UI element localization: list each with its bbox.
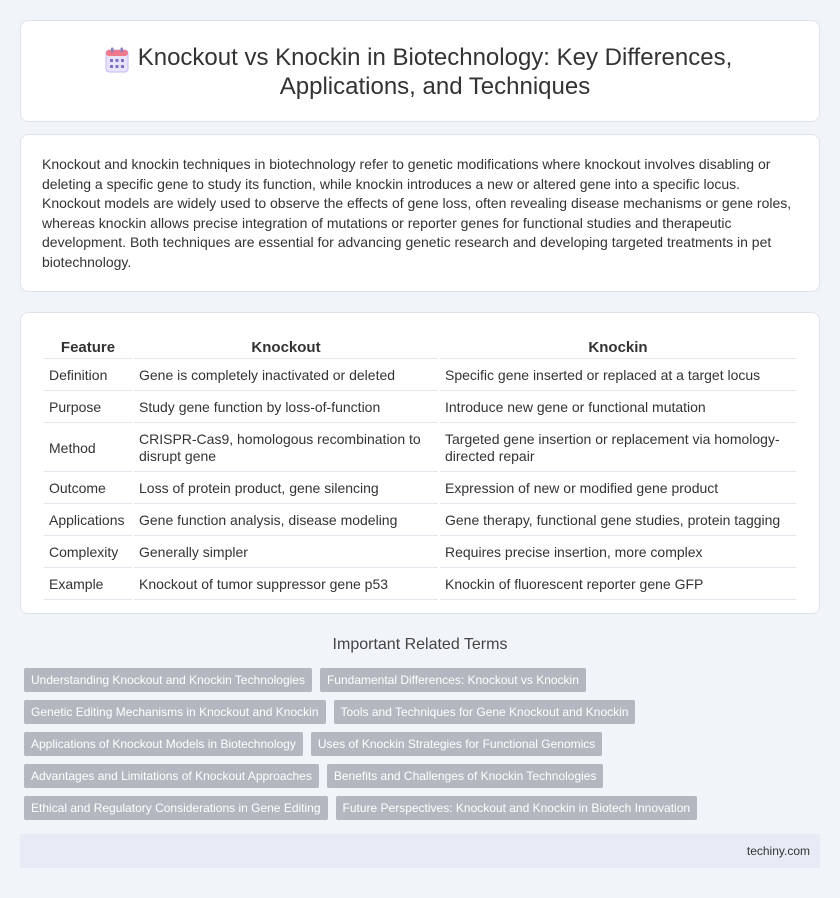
cell-knockin: Gene therapy, functional gene studies, protein tagging: [440, 506, 796, 536]
table-row: [44, 506, 796, 536]
tag-row: [24, 732, 814, 756]
cell-knockout: CRISPR-Cas9, homologous recombination to disrupt gene: [134, 425, 438, 472]
intro-paragraph: Knockout and knockin techniques in biotechnology refer to genetic modifications where knockout involves disabling or deleting a specific gene to study its function, while knockin introduces a new or altered gene into a specific locus. Knockout models are widely used to observe the effects of gene loss, often revealing disease mechanisms or gene roles, whereas knockin allows precise integration of mutations or reporter genes for functional studies and therapeutic development. Both techniques are essential for advancing genetic research and developing targeted treatments in pet biotechnology.: [42, 156, 792, 270]
cell-knockout: Gene is completely inactivated or deleted: [134, 361, 438, 391]
related-term-tag[interactable]: Understanding Knockout and Knockin Technologies: [24, 668, 312, 692]
cell-knockout: Generally simpler: [134, 538, 438, 568]
footer: [20, 834, 820, 868]
cell-knockout: Gene function analysis, disease modeling: [134, 506, 438, 536]
cell-knockin: Specific gene inserted or replaced at a target locus: [440, 361, 796, 391]
cell-feature: Applications: [44, 506, 132, 536]
related-term-tag[interactable]: Genetic Editing Mechanisms in Knockout and Knockin: [24, 700, 326, 724]
related-term-tag[interactable]: Uses of Knockin Strategies for Functional Genomics: [311, 732, 602, 756]
calendar-icon: [105, 47, 129, 73]
cell-knockin: Requires precise insertion, more complex: [440, 538, 796, 568]
cell-feature: Outcome: [44, 474, 132, 504]
header-knockout: Knockout: [134, 335, 438, 359]
cell-feature: Purpose: [44, 393, 132, 423]
tag-row: [24, 764, 814, 788]
cell-knockin: Introduce new gene or functional mutation: [440, 393, 796, 423]
intro-card: [20, 134, 820, 292]
cell-knockin: Expression of new or modified gene product: [440, 474, 796, 504]
table-row: [44, 570, 796, 600]
site-link[interactable]: techiny.com: [746, 844, 810, 858]
related-term-tag[interactable]: Applications of Knockout Models in Biotechnology: [24, 732, 303, 756]
cell-feature: Method: [44, 425, 132, 472]
cell-feature: Example: [44, 570, 132, 600]
cell-knockout: Loss of protein product, gene silencing: [134, 474, 438, 504]
tag-row: [24, 796, 814, 820]
related-term-tag[interactable]: Benefits and Challenges of Knockin Technologies: [327, 764, 604, 788]
related-term-tag[interactable]: Tools and Techniques for Gene Knockout and Knockin: [334, 700, 636, 724]
table-row: [44, 425, 796, 472]
cell-knockout: Study gene function by loss-of-function: [134, 393, 438, 423]
comparison-table: [42, 333, 798, 602]
cell-knockin: Targeted gene insertion or replacement via homology-directed repair: [440, 425, 796, 472]
table-row: [44, 474, 796, 504]
cell-knockout: Knockout of tumor suppressor gene p53: [134, 570, 438, 600]
title-card: [20, 20, 820, 122]
table-header-row: [44, 335, 796, 359]
cell-knockin: Knockin of fluorescent reporter gene GFP: [440, 570, 796, 600]
table-row: [44, 361, 796, 391]
related-term-tag[interactable]: Fundamental Differences: Knockout vs Knockin: [320, 668, 586, 692]
header-feature: Feature: [44, 335, 132, 359]
header-knockin: Knockin: [440, 335, 796, 359]
related-term-tag[interactable]: Future Perspectives: Knockout and Knockin in Biotech Innovation: [336, 796, 698, 820]
table-row: [44, 538, 796, 568]
related-term-tag[interactable]: Ethical and Regulatory Considerations in Gene Editing: [24, 796, 328, 820]
related-term-tag[interactable]: Advantages and Limitations of Knockout Approaches: [24, 764, 319, 788]
tag-row: [24, 700, 814, 724]
cell-feature: Complexity: [44, 538, 132, 568]
cell-feature: Definition: [44, 361, 132, 391]
related-terms-list: [24, 668, 814, 828]
table-row: [44, 393, 796, 423]
page-title: Knockout vs Knockin in Biotechnology: Key Differences, Applications, and Techniques: [137, 44, 733, 100]
comparison-card: [20, 312, 820, 614]
related-terms-title: Important Related Terms: [332, 636, 508, 653]
tag-row: [24, 668, 814, 692]
